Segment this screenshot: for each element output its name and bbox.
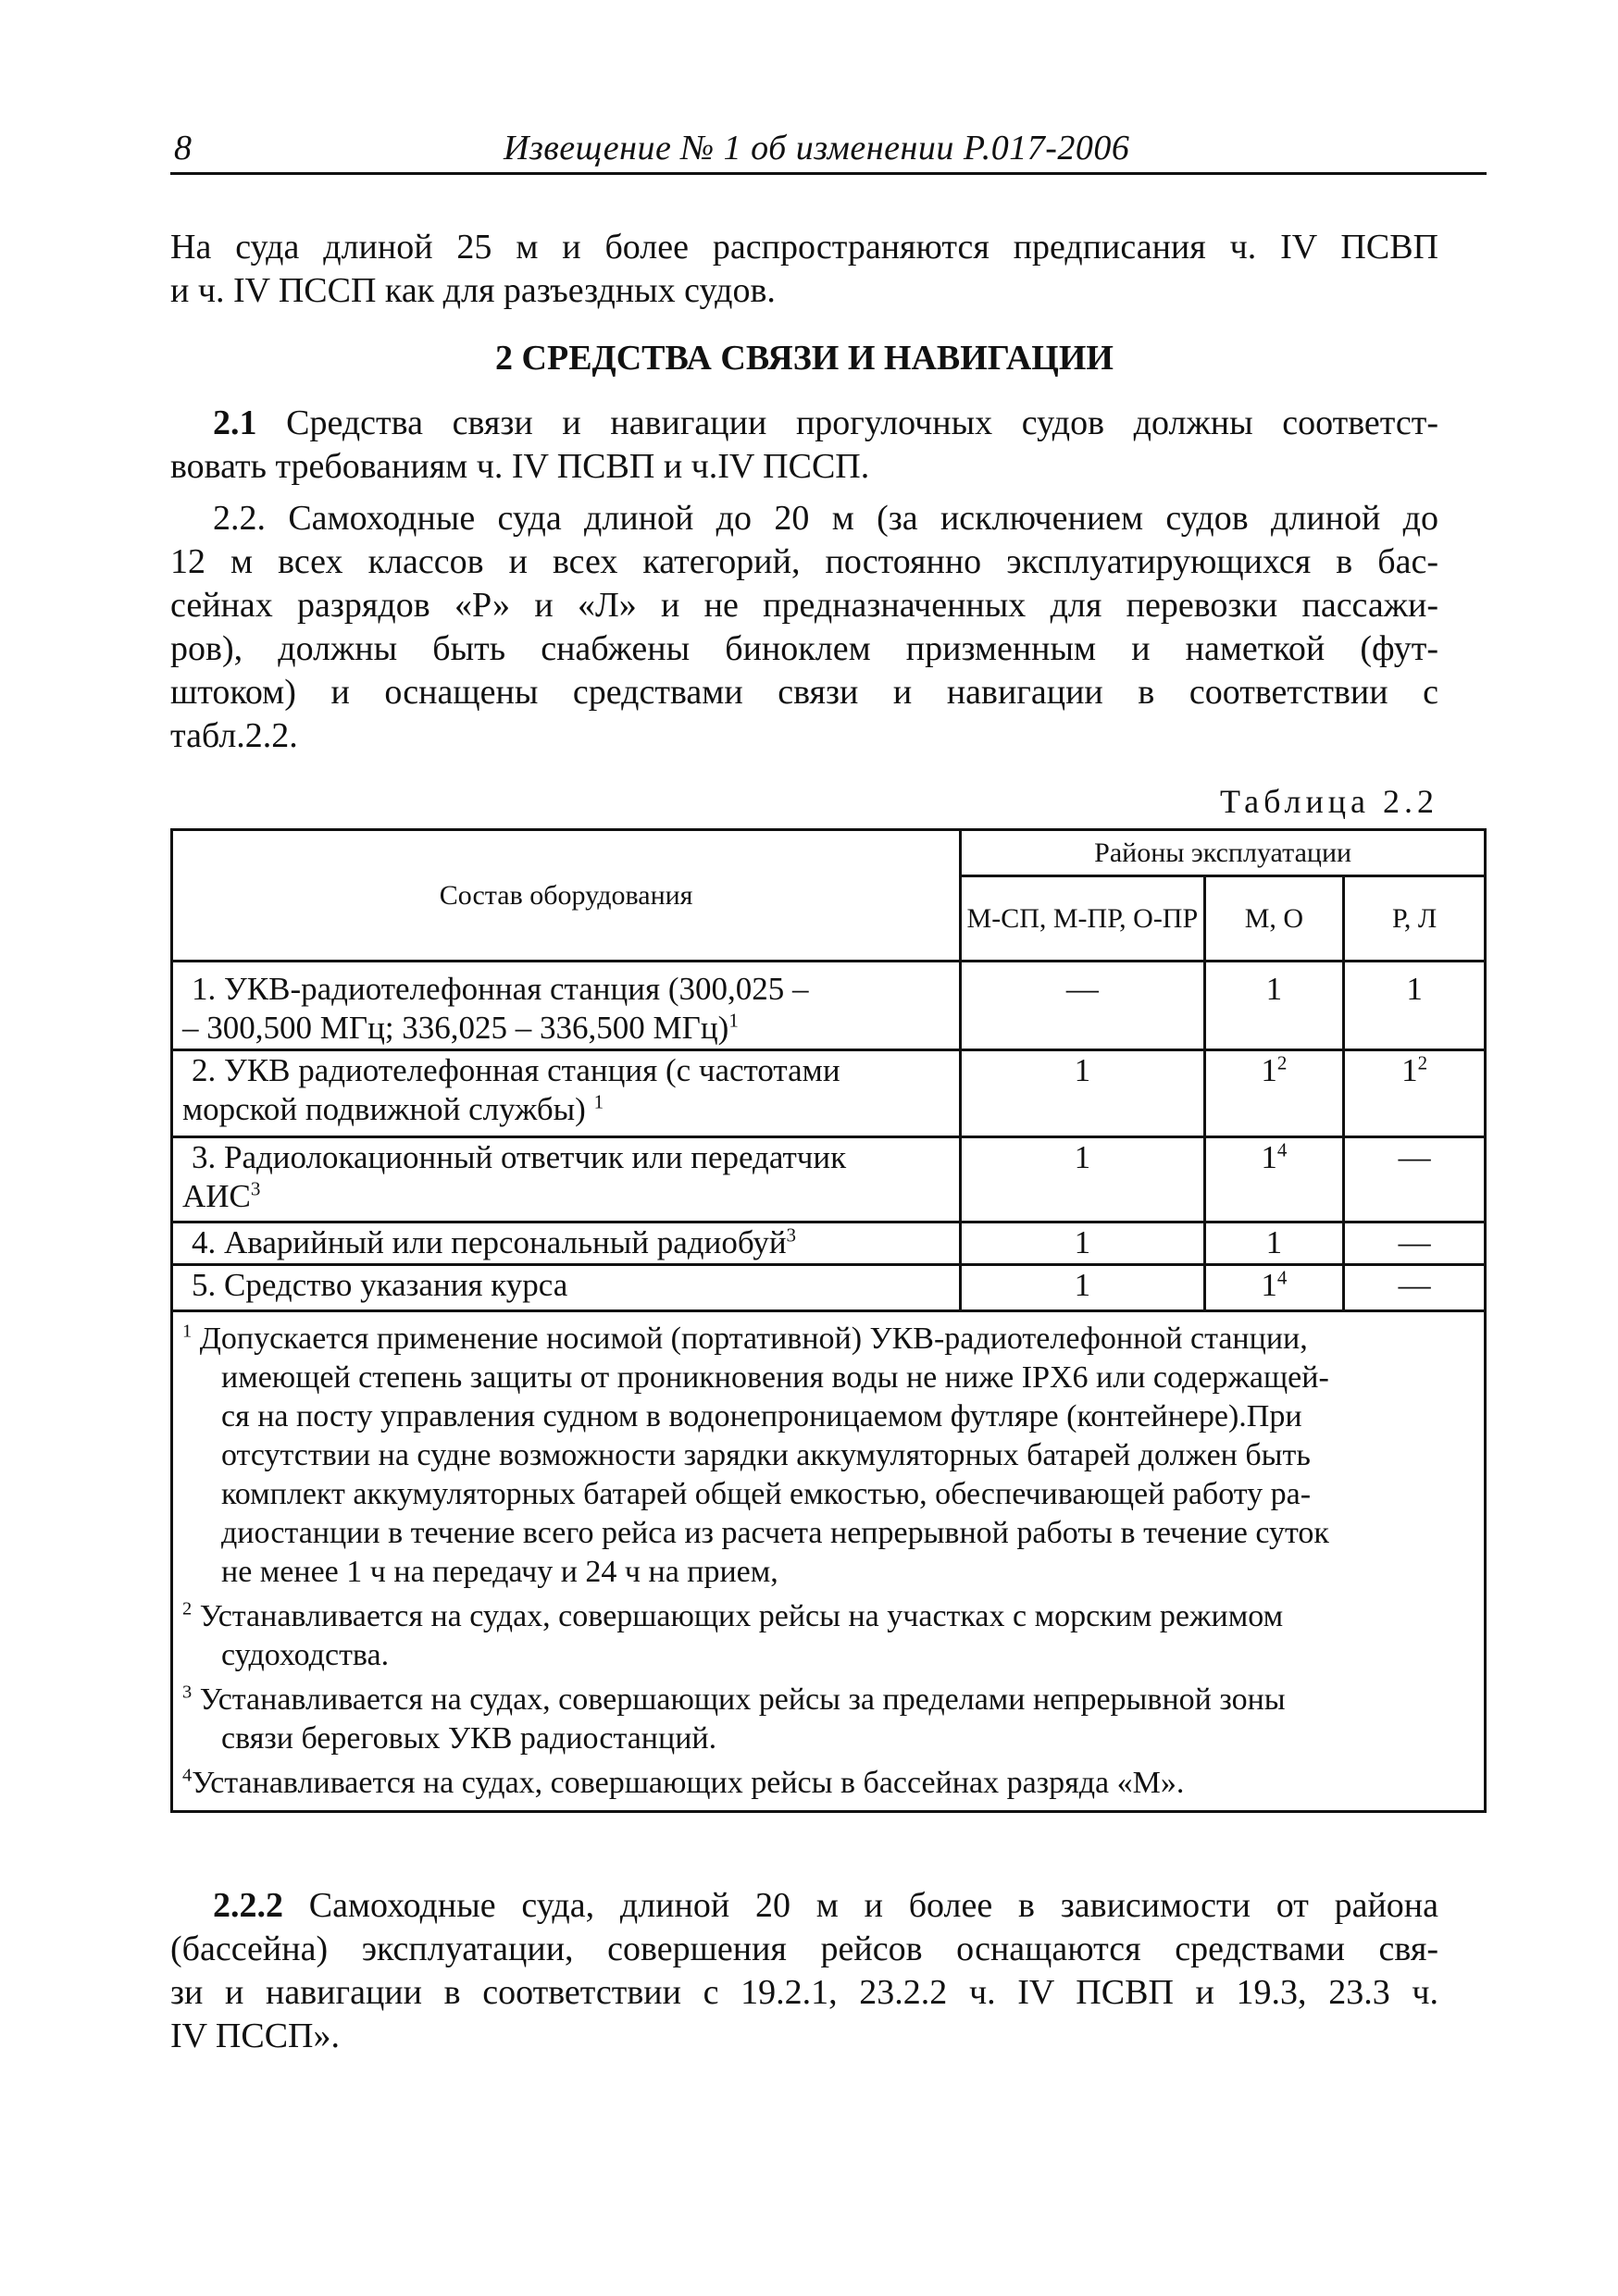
value-cell	[1344, 1265, 1486, 1311]
note-line: судоходства.	[221, 1638, 390, 1672]
text-line: ров), должны быть снабжены биноклем призменным и наметкой (фут-	[170, 629, 1438, 668]
value-cell	[1204, 1137, 1344, 1222]
cell-line: 3. Радиолокационный ответчик или передатчик	[192, 1139, 847, 1175]
value-cell	[1344, 962, 1486, 1050]
paragraph-number: 2.1	[213, 403, 257, 442]
cell-text: 1	[1265, 1224, 1283, 1260]
cell-text: —	[1398, 1267, 1431, 1303]
cell-text: —	[1398, 1224, 1431, 1260]
table-notes	[172, 1311, 1486, 1812]
table-row	[172, 1050, 1486, 1137]
footnote-mark: 2	[182, 1598, 193, 1620]
value-cell	[1344, 1222, 1486, 1265]
footnote-mark: 1	[182, 1321, 193, 1342]
value-cell	[1204, 1222, 1344, 1265]
cell-text: 1	[1265, 971, 1283, 1007]
footnote-4	[182, 1764, 1473, 1803]
footnote-mark: 2	[1276, 1051, 1288, 1074]
text-line: 2.2. Самоходные суда длиной до 20 м (за исключением судов длиной до	[213, 499, 1438, 538]
note-line	[182, 1320, 1473, 1359]
text-line: 12 м всех классов и всех категорий, постоянно эксплуатирующихся в бас-	[170, 542, 1438, 581]
note-text: Устанавливается на судах, совершающих рейсы в бассейнах разряда «М».	[192, 1766, 1185, 1800]
text-line	[170, 402, 1438, 445]
footnote-mark: 4	[1276, 1266, 1288, 1289]
equipment-cell	[172, 962, 961, 1050]
cell-line	[182, 1177, 959, 1216]
text-line: (бассейна) эксплуатации, совершения рейсов оснащаются средствами свя-	[170, 1930, 1438, 1968]
cell-line: 5. Средство указания курса	[192, 1267, 568, 1303]
footnote-3	[182, 1681, 1473, 1758]
footnote-mark: 3	[786, 1223, 797, 1247]
header-title: Извещение № 1 об изменении Р.017-2006	[504, 129, 1130, 168]
footnote-2	[182, 1597, 1473, 1675]
value-cell: —	[961, 962, 1204, 1050]
cell-text: —	[1398, 1139, 1431, 1175]
paragraph-2-1	[170, 402, 1438, 489]
footnote-mark: 1	[593, 1090, 604, 1113]
note-text: Устанавливается на судах, совершающих рейсы за пределами непрерывной зоны	[199, 1682, 1286, 1717]
footnote-1	[182, 1320, 1473, 1592]
table-caption: Таблица 2.2	[1220, 783, 1438, 820]
text-fragment: Самоходные суда, длиной 20 м и более в зависимости от района	[308, 1886, 1439, 1925]
value-cell	[1204, 962, 1344, 1050]
value-cell: 1	[961, 1265, 1204, 1311]
page-number: 8	[174, 129, 192, 168]
note-line	[182, 1597, 1473, 1636]
page-header	[170, 124, 1487, 175]
note-line: отсутствии на судне возможности зарядки аккумуляторных батарей должен быть	[221, 1438, 1311, 1472]
note-line: комплект аккумуляторных батарей общей емкостью, обеспечивающей работу ра-	[221, 1477, 1312, 1511]
cell-text: 1	[1261, 1267, 1277, 1303]
note-line: диостанции в течение всего рейса из расчета непрерывной работы в течение суток	[221, 1516, 1329, 1550]
footnote-mark: 1	[728, 1009, 739, 1032]
value-cell: 1	[961, 1137, 1204, 1222]
intro-paragraph	[170, 226, 1438, 313]
note-line	[182, 1681, 1473, 1719]
header-equipment: Состав оборудования	[172, 830, 961, 962]
cell-line	[182, 1223, 959, 1262]
table-row	[172, 1265, 1486, 1311]
text-line: штоком) и оснащены средствами связи и навигации в соответствии с	[170, 673, 1438, 712]
paragraph-2-2	[170, 497, 1438, 758]
equipment-cell	[172, 1265, 961, 1311]
table-row	[172, 1137, 1486, 1222]
cell-line: 2. УКВ радиотелефонная станция (с частотами	[192, 1052, 840, 1088]
header-region-m-sp: М-СП, М-ПР, О-ПР	[961, 876, 1204, 962]
note-text: Устанавливается на судах, совершающих рейсы на участках с морским режимом	[199, 1599, 1284, 1633]
cell-line	[182, 1090, 959, 1129]
text-line	[170, 1884, 1438, 1928]
text-line: вовать требованиям ч. IV ПСВП и ч.IV ПССП.	[170, 447, 870, 486]
equipment-table	[170, 828, 1487, 1813]
cell-line: 1. УКВ-радиотелефонная станция (300,025 –	[192, 971, 809, 1007]
paragraph-number: 2.2.2	[213, 1886, 283, 1925]
header-region-r-l: Р, Л	[1344, 876, 1486, 962]
value-cell	[1344, 1137, 1486, 1222]
footnote-mark: 2	[1417, 1051, 1428, 1074]
text-line: сейнах разрядов «Р» и «Л» и не предназначенных для перевозки пассажи-	[170, 586, 1438, 625]
value-cell: 1	[961, 1222, 1204, 1265]
footnote-mark: 3	[182, 1682, 193, 1703]
cell-line	[182, 1009, 959, 1048]
note-line: ся на посту управления судном в водонепроницаемом футляре (контейнере).При	[221, 1399, 1302, 1433]
note-line: имеющей степень защиты от проникновения воды не ниже IPX6 или содержащей-	[221, 1360, 1329, 1395]
value-cell	[1204, 1265, 1344, 1311]
cell-text: – 300,500 МГц; 336,025 – 336,500 МГц)	[182, 1010, 729, 1046]
table-header-row	[172, 830, 1486, 876]
header-regions: Районы эксплуатации	[961, 830, 1486, 876]
text-line: IV ПССП».	[170, 2017, 340, 2055]
value-cell	[1344, 1050, 1486, 1137]
text-fragment: Средства связи и навигации прогулочных судов должны соответст-	[286, 403, 1438, 442]
equipment-cell	[172, 1222, 961, 1265]
note-line: не менее 1 ч на передачу и 24 ч на прием,	[221, 1555, 778, 1589]
cell-text: 1	[1261, 1052, 1277, 1088]
table-row	[172, 1222, 1486, 1265]
paragraph-2-2-2	[170, 1884, 1438, 2058]
cell-text: 4. Аварийный или персональный радиобуй	[192, 1224, 787, 1260]
cell-text: АИС	[182, 1178, 251, 1214]
table-notes-row	[172, 1311, 1486, 1812]
header-region-m-o: М, О	[1204, 876, 1344, 962]
table-row	[172, 962, 1486, 1050]
cell-text: 1	[1401, 1052, 1418, 1088]
equipment-cell	[172, 1050, 961, 1137]
text-line: На суда длиной 25 м и более распространяются предписания ч. IV ПСВП	[170, 228, 1438, 267]
footnote-mark: 4	[182, 1765, 193, 1786]
note-line	[182, 1764, 1473, 1803]
footnote-mark: 3	[250, 1177, 261, 1200]
text-line: и ч. IV ПССП как для разъездных судов.	[170, 271, 776, 310]
value-cell	[1204, 1050, 1344, 1137]
equipment-cell	[172, 1137, 961, 1222]
text-line: зи и навигации в соответствии с 19.2.1, 23.2.2 ч. IV ПСВП и 19.3, 23.3 ч.	[170, 1973, 1438, 2012]
note-text: Допускается применение носимой (портативной) УКВ-радиотелефонной станции,	[199, 1322, 1308, 1356]
cell-text: морской подвижной службы)	[182, 1091, 594, 1127]
footnote-mark: 4	[1276, 1138, 1288, 1161]
cell-text: 1	[1406, 971, 1423, 1007]
value-cell: 1	[961, 1050, 1204, 1137]
section-title: 2 СРЕДСТВА СВЯЗИ И НАВИГАЦИИ	[495, 339, 1114, 378]
text-line: табл.2.2.	[170, 716, 298, 755]
cell-text: 1	[1261, 1139, 1277, 1175]
note-line: связи береговых УКВ радиостанций.	[221, 1721, 717, 1756]
